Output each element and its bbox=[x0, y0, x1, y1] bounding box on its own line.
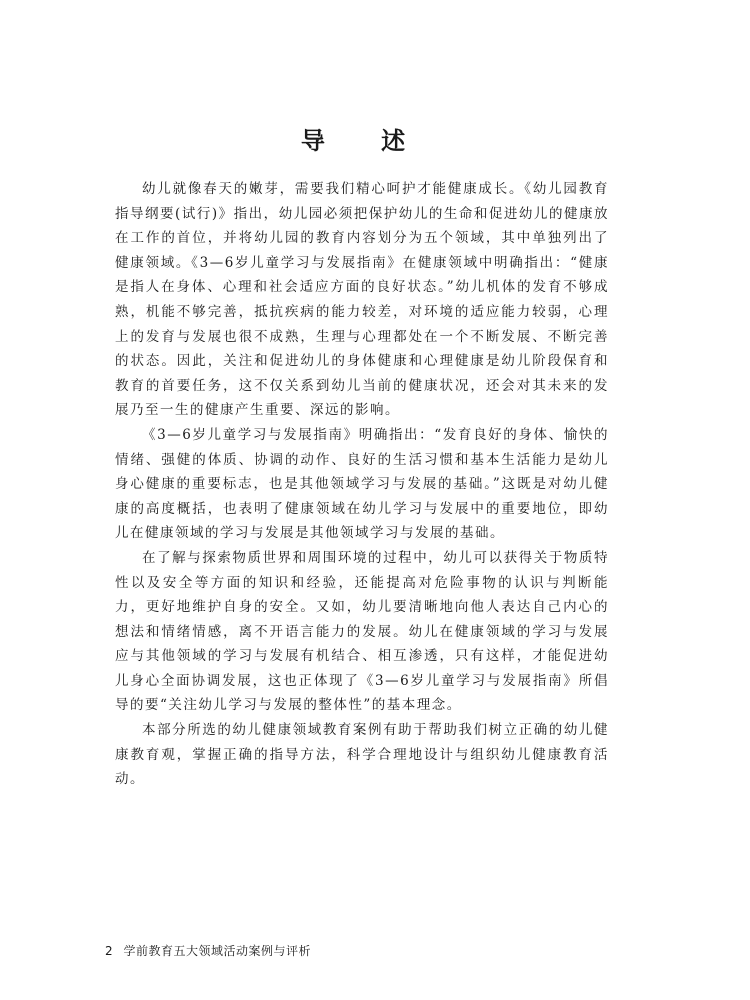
page-title: 导 述 bbox=[300, 127, 430, 155]
body-text bbox=[115, 177, 609, 792]
running-book-title: 学前教育五大领域活动案例与评析 bbox=[123, 944, 311, 958]
paragraph-1: 幼儿就像春天的嫩芽，需要我们精心呵护才能健康成长。《幼儿园教育指导纲要(试行)》指出，幼儿园必须把保护幼儿的生命和促进幼儿的健康放在工作的首位，并将幼儿园的教育内容划分为五个领域，其中单独列出了健康领域。《3—6岁儿童学习与发展指南》在健康领域中明确指出：“健康是指人在身体、心理和社会适应方面的良好状态。”幼儿机体的发育不够成熟，机能不够完善，抵抗疾病的能力较差，对环境的适应能力较弱，心理上的发育与发展也很不成熟，生理与心理都处在一个不断发展、不断完善的状态。因此，关注和促进幼儿的身体健康和心理健康是幼儿阶段保育和教育的首要任务，这不仅关系到幼儿当前的健康状况，还会对其未来的发展乃至一生的健康产生重要、深远的影响。 bbox=[115, 181, 609, 419]
paragraph-3: 在了解与探索物质世界和周围环境的过程中，幼儿可以获得关于物质特性以及安全等方面的知识和经验，还能提高对危险事物的认识与判断能力，更好地维护自身的安全。又如，幼儿要清晰地向他人表达自己内心的想法和情绪情感，离不开语言能力的发展。幼儿在健康领域的学习与发展应与其他领域的学习与发展有机结合、相互渗透，只有这样，才能促进幼儿身心全面协调发展，这也正体现了《3—6岁儿童学习与发展指南》所倡导的要“关注幼儿学习与发展的整体性”的基本理念。 bbox=[115, 549, 609, 714]
paragraph-4: 本部分所选的幼儿健康领域教育案例有助于帮助我们树立正确的幼儿健康教育观，掌握正确的指导方法，科学合理地设计与组织幼儿健康教育活动。 bbox=[115, 722, 609, 788]
paragraph-2: 《3—6岁儿童学习与发展指南》明确指出：“发育良好的身体、愉快的情绪、强健的体质、协调的动作、良好的生活习惯和基本生活能力是幼儿身心健康的重要标志，也是其他领域学习与发展的基础。”这既是对幼儿健康的高度概括，也表明了健康领域在幼儿学习与发展中的重要地位，即幼儿在健康领域的学习与发展是其他领域学习与发展的基础。 bbox=[115, 426, 609, 542]
page-number: 2 bbox=[105, 944, 114, 958]
page-footer bbox=[105, 942, 311, 960]
